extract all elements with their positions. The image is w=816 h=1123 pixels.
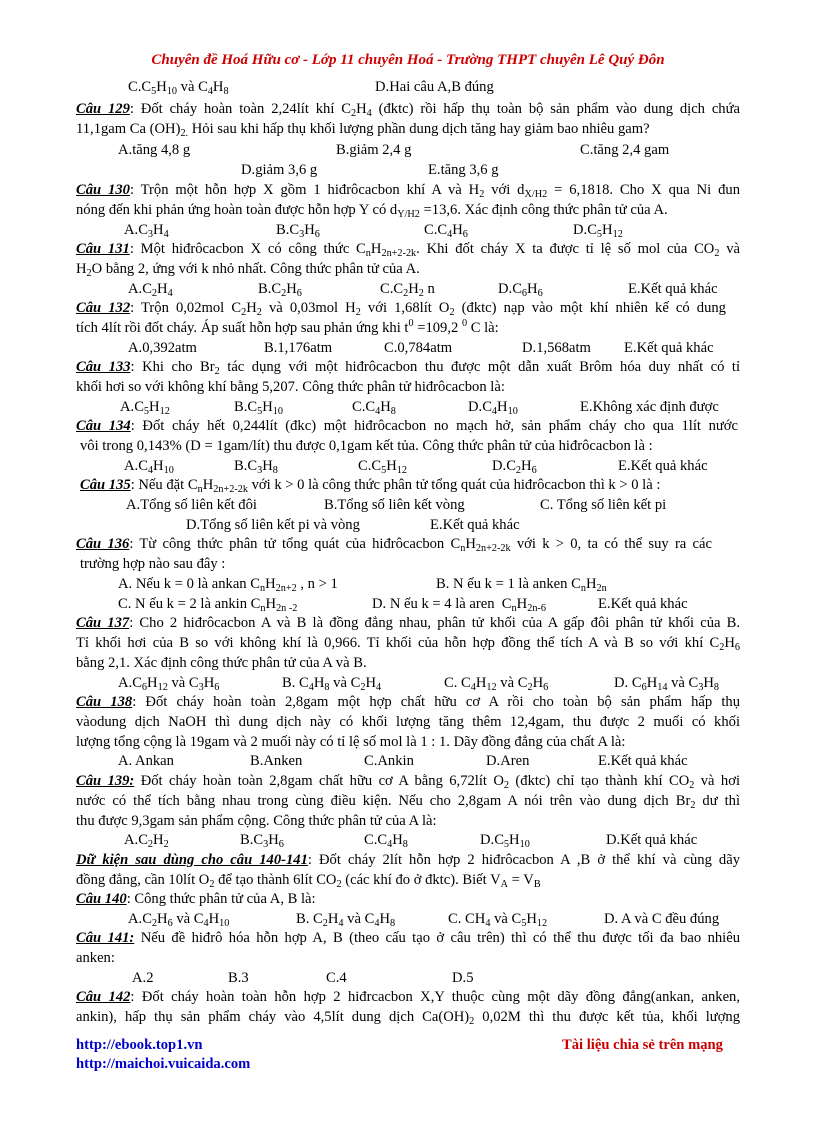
- option: A.Tổng số liên kết đôi: [126, 497, 257, 513]
- question-label: Câu 131: [76, 241, 130, 257]
- option: B.Anken: [250, 753, 303, 769]
- option: $D.C_2H_6$: [492, 458, 537, 476]
- question-text: vôi trong 0,143% (D = 1gam/lít) thu được 0,1gam kết tủa. Công thức phân tử của hiđrôcacbon là :: [80, 438, 653, 454]
- question-138: Câu 138: Đốt cháy hoàn toàn 2,8gam một hợp chất hữu cơ A rồi cho toàn bộ sản phẩm hấp thụ: [76, 694, 740, 710]
- option: C. $C_4H_{12}$ và $C_2H_6$: [444, 675, 549, 693]
- question-text: ankin), hấp thụ sản phẩm cháy vào 4,5lít dung dịch $Ca(OH)_2$ 0,02M thì thu được kết tủa, khối lượng: [76, 1009, 741, 1027]
- question-text: nước có thể tích bằng nhau trong cùng điều kiện. Nếu cho 2,8gam A nói trên vào dung dịch $Br_2$ dư thì: [76, 793, 740, 811]
- option: $D.C_4H_{10}$: [468, 399, 518, 417]
- question-label: Câu 138: [76, 694, 133, 710]
- option: A.2: [132, 970, 154, 986]
- question-text: khối hơi so với không khí bằng 5,207. Công thức phân tử hiđrôcacbon là:: [76, 379, 505, 395]
- option: C.Ankin: [364, 753, 414, 769]
- footer-link-ebook[interactable]: http://ebook.top1.vn: [76, 1037, 203, 1053]
- question-134: Câu 134: Đốt cháy hết 0,244lít (đkc) một hiđrôcacbon no mạch hở, sản phẩm cháy cho qua 1lít nước: [76, 418, 739, 434]
- option: D. A và C đều đúng: [604, 911, 720, 927]
- question-136: Câu 136: Từ công thức phân tử tổng quát của hiđrôcacbon $C_nH_{2n+2-2k}$ với k > 0, ta có thể suy ra các: [76, 536, 712, 554]
- option: $A.C_3H_4$: [124, 222, 169, 240]
- option: $A.C_6H_{12}$ và $C_3H_6$: [118, 675, 220, 693]
- option: E.Kết quả khác: [624, 340, 714, 356]
- question-label: Dữ kiện sau dùng cho câu 140-141: [76, 852, 308, 868]
- option: $D.C_6H_6$: [498, 281, 543, 299]
- option: E.tăng 3,6 g: [428, 162, 499, 178]
- question-label: Câu 140: [76, 891, 127, 907]
- option: $D.C_5H_{10}$: [480, 832, 530, 850]
- option: E.Kết quả khác: [598, 753, 688, 769]
- question-140: Câu 140: Công thức phân tử của A, B là:: [76, 891, 316, 907]
- option: C.tăng 2,4 gam: [580, 142, 670, 158]
- option: C. Tổng số liên kết pi: [540, 497, 667, 513]
- option: C. N ếu k = 2 là ankin $C_nH_{2n -2}$: [118, 596, 298, 614]
- question-label: Câu 139:: [76, 773, 135, 789]
- question-text: 11,1gam Ca $(OH)_{2.}$ Hỏi sau khi hấp thụ khối lượng phần dung dịch tăng hay giảm bao nhiêu gam?: [76, 121, 650, 139]
- question-139: Câu 139: Đốt cháy hoàn toàn 2,8gam chất hữu cơ A bằng 6,72lít $O_2$ (đktc) chỉ tạo thành khí $CO_2$ và hơi: [76, 773, 740, 791]
- question-label: Câu 141:: [76, 930, 135, 946]
- question-text: anken:: [76, 950, 115, 966]
- question-label: Câu 132: [76, 300, 131, 316]
- option: B.Tổng số liên kết vòng: [324, 497, 465, 513]
- option: C. $CH_4$ và $C_5H_{12}$: [448, 911, 548, 929]
- footer-note: Tài liệu chia sẻ trên mạng: [562, 1037, 723, 1053]
- option: $D.C_5H_{12}$: [573, 222, 623, 240]
- question-132: Câu 132: Trộn 0,02mol $C_2H_2$ và 0,03mol $H_2$ với 1,68lít $O_2$ (đktc) nạp vào một khí nhiên kế có dung: [76, 300, 726, 318]
- option: $B.C_2H_6$: [258, 281, 302, 299]
- option: B. $C_2H_4$ và $C_4H_8$: [296, 911, 396, 929]
- question-text: nóng đến khi phản ứng hoàn toàn được hỗn hợp Y có $d_{Y/H2} =13,6$. Xác định công thức phân tử của A.: [76, 202, 668, 220]
- question-131: Câu 131: Một hiđrôcacbon X có công thức $C_nH_{2n+2-2k}$. Khi đốt cháy X ta được tỉ lệ số mol của $CO_2$ và: [76, 241, 740, 259]
- question-label: Câu 135: [80, 477, 131, 493]
- option: A.tăng 4,8 g: [118, 142, 191, 158]
- option: A. Nếu k = 0 là ankan $C_nH_{2n+2}$ , n > 1: [118, 576, 338, 594]
- shared-data-140-141: Dữ kiện sau dùng cho câu 140-141: Đốt cháy 2lít hỗn hợp 2 hiđrôcacbon A ,B ở thể khí và cùng dãy: [76, 852, 740, 868]
- option: $B.C_3H_6$: [240, 832, 284, 850]
- question-141: Câu 141: Nếu đề hiđrô hóa hỗn hợp A, B (theo cấu tạo ở câu trên) thì có thể thu được tối đa bao nhiêu: [76, 930, 740, 946]
- option: $B.C_5H_{10}$: [234, 399, 283, 417]
- option: D.Tổng số liên kết pi và vòng: [186, 517, 360, 533]
- question-label: Câu 142: [76, 989, 131, 1005]
- option: E.Không xác định được: [580, 399, 719, 415]
- option: E.Kết quả khác: [628, 281, 718, 297]
- question-label: Câu 136: [76, 536, 130, 552]
- option: D.5: [452, 970, 474, 986]
- option: $C.C_4H_8$: [352, 399, 396, 417]
- option: $B.C_3H_6$: [276, 222, 320, 240]
- option: $A.C_4H_{10}$: [124, 458, 174, 476]
- question-133: Câu 133: Khi cho $Br_2$ tác dụng với một hiđrôcacbon thu được một dẫn xuất Brôm hóa duy nhất có tỉ: [76, 359, 740, 377]
- question-text: vàodung dịch NaOH thì dung dịch này có khối lượng tăng thêm 12,4gam, thu được 2 muối có khối: [76, 714, 740, 730]
- option: D.giảm 3,6 g: [241, 162, 318, 178]
- question-text: trường hợp nào sau đây :: [80, 556, 226, 572]
- question-label: Câu 134: [76, 418, 131, 434]
- question-text: thu được 9,3gam sản phẩm cộng. Công thức phân tử của A là:: [76, 813, 437, 829]
- option: A. Ankan: [118, 753, 174, 769]
- option: $C.C_4H_6$: [424, 222, 468, 240]
- question-label: Câu 130: [76, 182, 130, 198]
- question-label: Câu 133: [76, 359, 131, 375]
- option: B.1,176atm: [264, 340, 333, 356]
- option: B.3: [228, 970, 249, 986]
- option: A.0,392atm: [128, 340, 197, 356]
- option: D.1,568atm: [522, 340, 591, 356]
- question-142: Câu 142: Đốt cháy hoàn toàn hỗn hợp 2 hiđrcacbon X,Y thuộc cùng một dãy đồng đẳng(ankan, anken,: [76, 989, 740, 1005]
- question-text: bằng 2,1. Xác định công thức phân tử của A và B.: [76, 655, 367, 671]
- option: D. N ếu k = 4 là aren $C_nH_{2n-6}$: [372, 596, 546, 614]
- option: $C.C_2H_2$ n: [380, 281, 435, 299]
- option: $C.C_4H_8$: [364, 832, 408, 850]
- option: C.0,784atm: [384, 340, 453, 356]
- option: E.Kết quả khác: [618, 458, 708, 474]
- footer-link-maichoi[interactable]: http://maichoi.vuicaida.com: [76, 1056, 251, 1072]
- question-137: Câu 137: Cho 2 hiđrôcacbon A và B là đồng đẳng nhau, phân tử khối của A gấp đôi phân tử khối của B.: [76, 615, 741, 631]
- question-text: Tỉ khối hơi của B so với không khí là 0,966. Tỉ khối của hỗn hợp đồng thể tích A và B so với khí $C_2H_6$: [76, 635, 740, 653]
- option: D.Kết quả khác: [606, 832, 698, 848]
- question-text: $H_2O$ bằng 2, ứng với k nhỏ nhất. Công thức phân tử của A.: [76, 261, 420, 279]
- question-label: Câu 137: [76, 615, 130, 631]
- option: E.Kết quả khác: [430, 517, 520, 533]
- page-header: Chuyên đề Hoá Hữu cơ - Lớp 11 chuyên Hoá - Trường THPT chuyên Lê Quý Đôn: [151, 52, 665, 68]
- question-text: tích 4lít rồi đốt cháy. Áp suất hỗn hợp sau phản ứng khi $t^0 =109,2$ $^0$ C là:: [76, 318, 499, 336]
- question-130: Câu 130: Trộn một hỗn hợp X gồm 1 hiđrôcacbon khí A và $H_2$ với $d_{X/H2} = 6,1818$. Cho X qua Ni đun: [76, 182, 740, 200]
- option: E.Kết quả khác: [598, 596, 688, 612]
- option: B. N ếu k = 1 là anken $C_nH_{2n}$: [436, 576, 607, 594]
- option: $A.C_5H_{12}$: [120, 399, 170, 417]
- option: C.4: [326, 970, 347, 986]
- option: $C.C_5H_{10}$ và $C_4H_8$: [128, 79, 229, 97]
- question-label: Câu 129: [76, 101, 130, 117]
- option: B. $C_4H_8$ và $C_2H_4$: [282, 675, 382, 693]
- option: $C.C_5H_{12}$: [358, 458, 407, 476]
- option: $A.C_2H_4$: [128, 281, 173, 299]
- option: D.Aren: [486, 753, 530, 769]
- option: $B.C_3H_8$: [234, 458, 278, 476]
- option: D.Hai câu A,B đúng: [375, 79, 494, 95]
- option: $A.C_2H_6$ và $C_4H_{10}$: [128, 911, 230, 929]
- question-text: đồng đẳng, cần 10lít $O_2$ để tạo thành 6lít $CO_2$ (các khí đo ở đktc). Biết $V_A = V_B$: [76, 872, 541, 890]
- question-129: Câu 129: Đốt cháy hoàn toàn 2,24lít khí $C_2H_4$ (đktc) rồi hấp thụ toàn bộ sản phẩm vào dung dịch chứa: [76, 101, 740, 119]
- question-text: lượng tổng cộng là 19gam và 2 muối này có tỉ lệ số mol là 1 : 1. Dãy đồng đẳng của chất A là:: [76, 734, 626, 750]
- question-135: Câu 135: Nếu đặt $C_nH_{2n+2-2k}$ với k > 0 là công thức phân tử tổng quát của hiđrôcacbon thì k > 0 là :: [80, 477, 661, 495]
- option: B.giảm 2,4 g: [336, 142, 412, 158]
- option: D. $C_6H_{14}$ và $C_3H_8$: [614, 675, 720, 693]
- option: $A.C_2H_2$: [124, 832, 169, 850]
